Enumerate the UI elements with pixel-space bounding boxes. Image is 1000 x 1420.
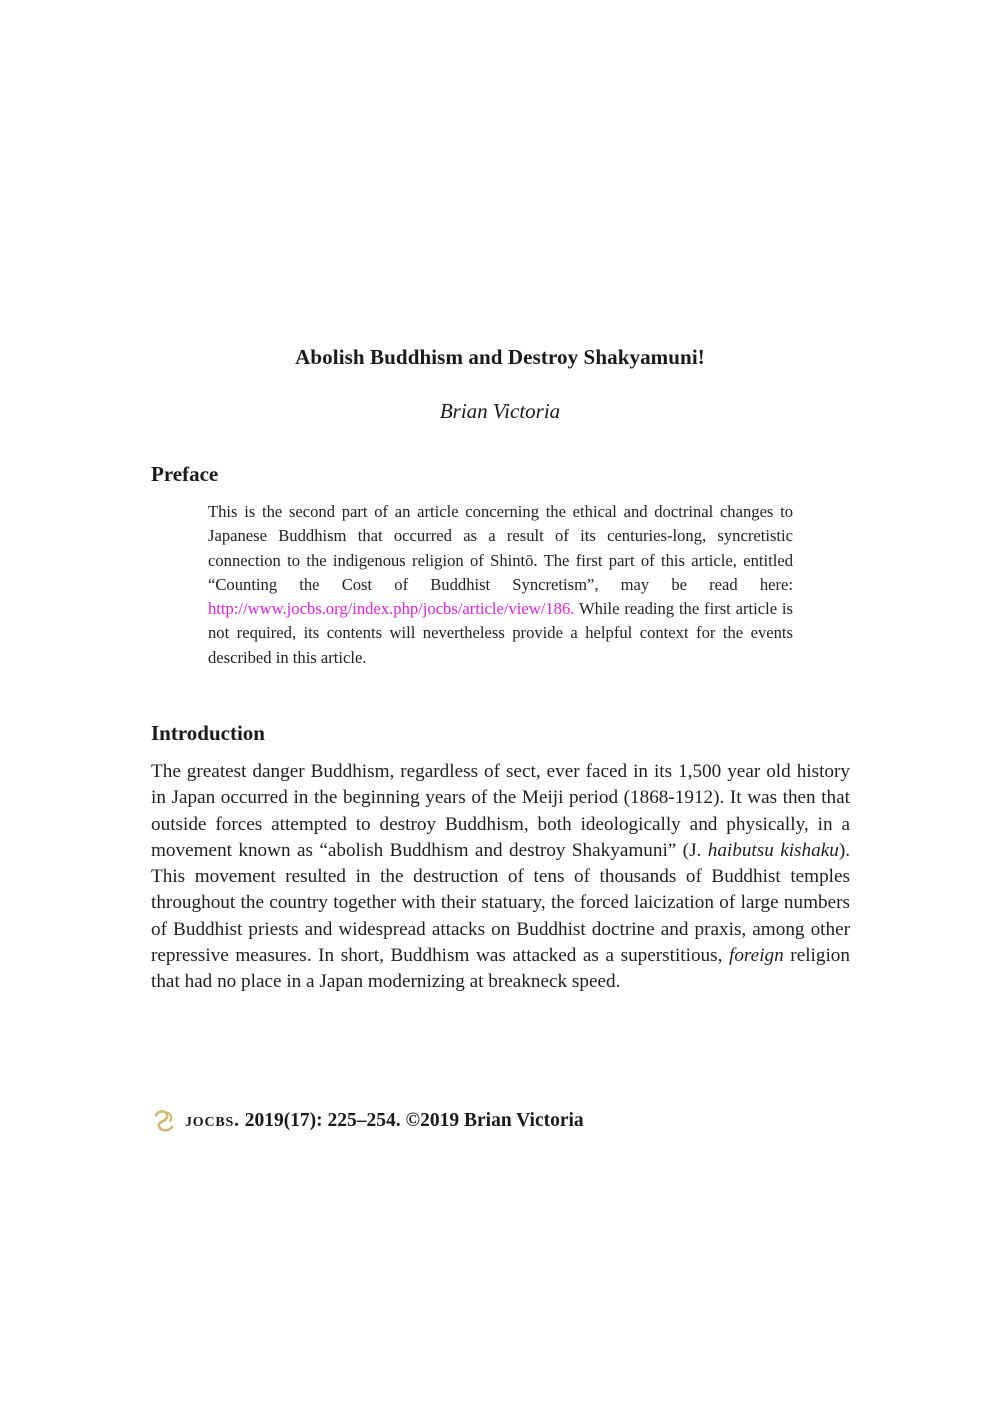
preface-text [208, 500, 793, 670]
article-link[interactable]: http://www.jocbs.org/index.php/jocbs/article/view/186. [208, 599, 575, 619]
introduction-heading: Introduction [151, 721, 265, 745]
preface-text-start: This is the second part of an article concerning the ethical and doctrinal changes to Japanese Buddhism that occurred as a result of its centuries-long, syncretistic connection to the indigenous religion of Shintō. The first part of this article, entitled “Counting the Cost of Buddhist Syncretism”, may be read here: [208, 502, 793, 594]
journal-name: jocbs. [185, 1110, 240, 1131]
intro-text-3: religion that had no place in a Japan modernizing at breakneck speed. [151, 945, 850, 993]
preface-heading: Preface [151, 462, 219, 486]
author-name: Brian Victoria [439, 399, 561, 423]
citation-text: 2019(17): 225–254. ©2019 Brian Victoria [244, 1110, 584, 1131]
introduction-paragraph [151, 759, 850, 996]
intro-foreign-italic: foreign [729, 945, 784, 967]
intro-text-1: The greatest danger Buddhism, regardless of sect, ever faced in its 1,500 year old history in Japan occurred in the beginning years of the Meiji period (1868-1912). It was then that outside forces attempted to destroy Buddhism, both ideologically and physically, in a movement known as “abolish Buddhism and destroy Shakyamuni” (J. [151, 761, 850, 861]
intro-text-2: ). This movement resulted in the destruction of tens of thousands of Buddhist temples throughout the country together with their statuary, the forced laicization of large numbers of Buddhist priests and widespread attacks on Buddhist doctrine and praxis, among other repressive measures. In short, Buddhism was attacked as a superstitious, [151, 839, 850, 967]
jocbs-logo-icon [151, 1108, 177, 1134]
intro-term-italic: haibutsu kishaku [707, 839, 839, 861]
citation-footer [151, 1106, 584, 1136]
preface-text-end: While reading the first article is not required, its contents will nevertheless provide a helpful context for the events described in this article. [208, 599, 793, 667]
paper-title: Abolish Buddhism and Destroy Shakyamuni! [295, 345, 705, 369]
